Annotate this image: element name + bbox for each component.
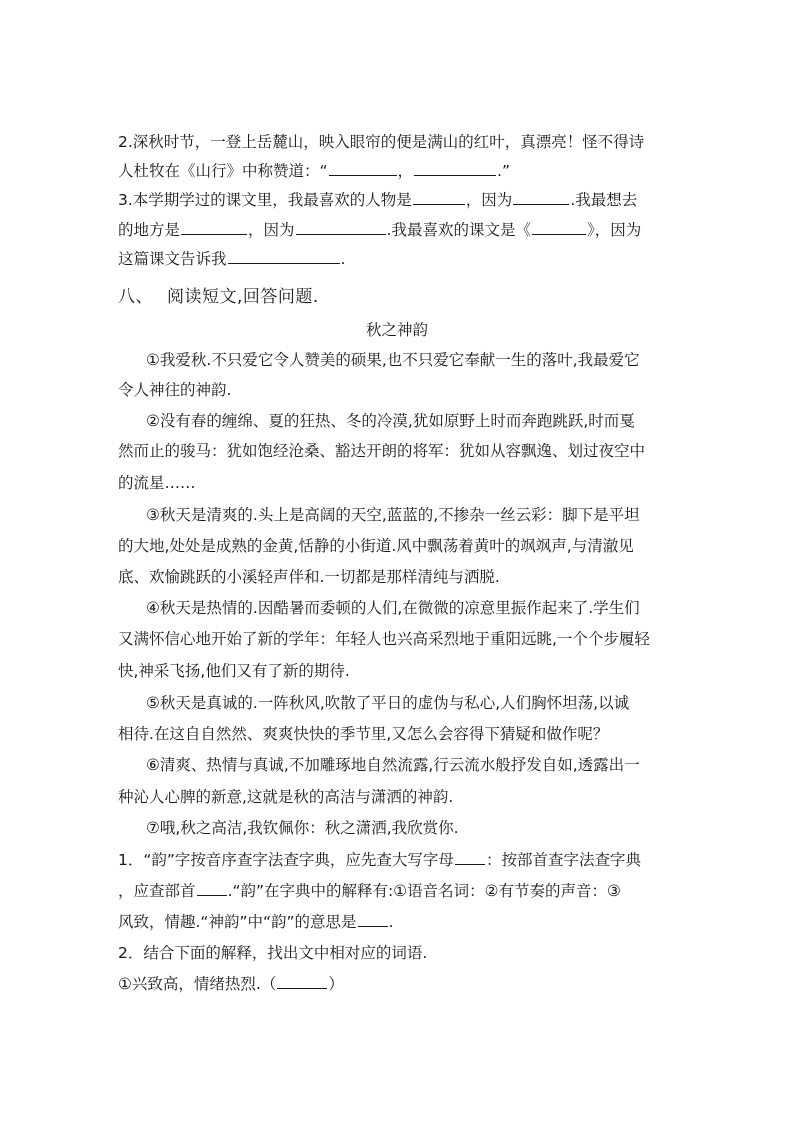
q2-text-c: .” (497, 162, 511, 180)
rq2-line-1: 2．结合下面的解释，找出文中相对应的词语. (118, 944, 428, 962)
rq2-blank-word[interactable] (277, 973, 327, 989)
passage-line: 的大地,处处是成熟的金黄,恬静的小街道.风中飘荡着黄叶的飒飒声,与清澈见 (118, 537, 634, 555)
rq1-line-1 (118, 849, 641, 871)
passage-line: ④秋天是热情的.因酷暑而委顿的人们,在微微的凉意里振作起来了.学生们 (146, 599, 640, 617)
passage-line: 快,神采飞扬,他们又有了新的期待. (118, 662, 350, 680)
rq2-line-2 (118, 973, 344, 995)
rq1-blank-letter[interactable] (455, 849, 485, 865)
rq1-text-b: ：按部首查字法查字典 (485, 851, 641, 869)
q3-line-2 (118, 219, 641, 241)
passage-line: ③秋天是清爽的.头上是高阔的天空,蓝蓝的,不掺杂一丝云彩：脚下是平坦 (146, 506, 640, 524)
section-8-heading (118, 286, 319, 308)
rq1-text-a: 1．“韵”字按音序查字法查字典，应先查大写字母 (118, 851, 454, 869)
passage-line: ①我爱秋.不只爱它令人赞美的硕果,也不只爱它奉献一生的落叶,我最爱它 (146, 351, 640, 369)
q3-text-e: ，因为 (248, 221, 295, 239)
passage-line: 然而止的骏马：犹如饱经沧桑、豁达开朗的将军：犹如从容飘逸、划过夜空中 (118, 442, 646, 460)
q3-blank-text[interactable] (532, 219, 586, 235)
rq2-text-a: ①兴致高，情绪热烈.（ (118, 975, 277, 993)
q3-text-b: ，因为 (465, 191, 513, 209)
q2-blank-1[interactable] (329, 160, 397, 176)
passage-title: 秋之神韵 (365, 321, 428, 339)
q2-line-2 (118, 160, 510, 182)
section-8-number: 八、 (118, 287, 153, 307)
passage-line: 令人神往的神韵. (118, 381, 232, 399)
q3-blank-lesson[interactable] (228, 248, 340, 264)
q3-text-a: 3.本学期学过的课文里，我最喜欢的人物是 (118, 191, 412, 209)
passage-line: 种沁人心脾的新意,这就是秋的高洁与潇洒的神韵. (118, 788, 454, 806)
q3-text-f: .我最喜欢的课文是《 (386, 221, 531, 239)
q3-text-i: . (340, 250, 346, 268)
q2-text-b: ， (397, 162, 414, 180)
q2-text-a: 人杜牧在《山行》中称赞道：“ (118, 162, 328, 180)
passage-line: ⑦哦,秋之高洁,我钦佩你：秋之潇洒,我欣赏你. (146, 819, 459, 837)
section-8-title: 阅读短文,回答问题. (167, 287, 319, 307)
passage-line: 又满怀信心地开始了新的学年：年轻人也兴高采烈地于重阳远眺,一个个步履轻 (118, 630, 650, 648)
q3-blank-person[interactable] (413, 189, 465, 205)
rq1-text-d: .“韵”在字典中的解释有:①语音名词：②有节奏的声音：③ (227, 882, 621, 900)
rq2-text-b: ） (328, 975, 344, 993)
passage-line: ⑥清爽、热情与真诚,不加雕琢地自然流露,行云流水般抒发自如,透露出一 (146, 756, 640, 774)
q3-line-1 (118, 189, 637, 211)
passage-line: 相待.在这自自然然、爽爽快快的季节里,又怎么会容得下猜疑和做作呢？ (118, 725, 609, 743)
passage-line: 底、欢愉跳跃的小溪轻声伴和.一切都是那样清纯与洒脱. (118, 568, 500, 586)
q3-blank-place[interactable] (181, 219, 247, 235)
q3-line-3 (118, 248, 345, 270)
q3-blank-reason-1[interactable] (513, 189, 569, 205)
passage-line: ⑤秋天是真诚的.一阵秋风,吹散了平日的虚伪与私心,人们胸怀坦荡,以诚 (146, 694, 630, 712)
q3-text-h: 这篇课文告诉我 (118, 250, 227, 268)
rq1-line-3 (118, 911, 394, 933)
rq1-text-f: . (388, 913, 394, 931)
rq1-text-c: ，应查部首 (118, 882, 196, 900)
rq1-blank-meaning[interactable] (358, 911, 388, 927)
q2-line-1: 2.深秋时节，一登上岳麓山，映入眼帘的便是满山的红叶，真漂亮！怪不得诗 (118, 133, 645, 151)
q3-text-c: .我最想去 (570, 191, 638, 209)
q3-text-d: 的地方是 (118, 221, 181, 239)
q2-blank-2[interactable] (414, 160, 496, 176)
q3-text-g: 》，因为 (586, 221, 642, 239)
passage-line: 的流星…… (118, 474, 196, 492)
rq1-text-e: 风致，情趣.“神韵”中“韵”的意思是 (118, 913, 357, 931)
q3-blank-reason-2[interactable] (296, 219, 386, 235)
passage-line: ②没有春的缠绵、夏的狂热、冬的冷漠,犹如原野上时而奔跑跳跃,时而戛 (146, 412, 635, 430)
rq1-blank-radical[interactable] (197, 880, 227, 896)
rq1-line-2 (118, 880, 621, 902)
